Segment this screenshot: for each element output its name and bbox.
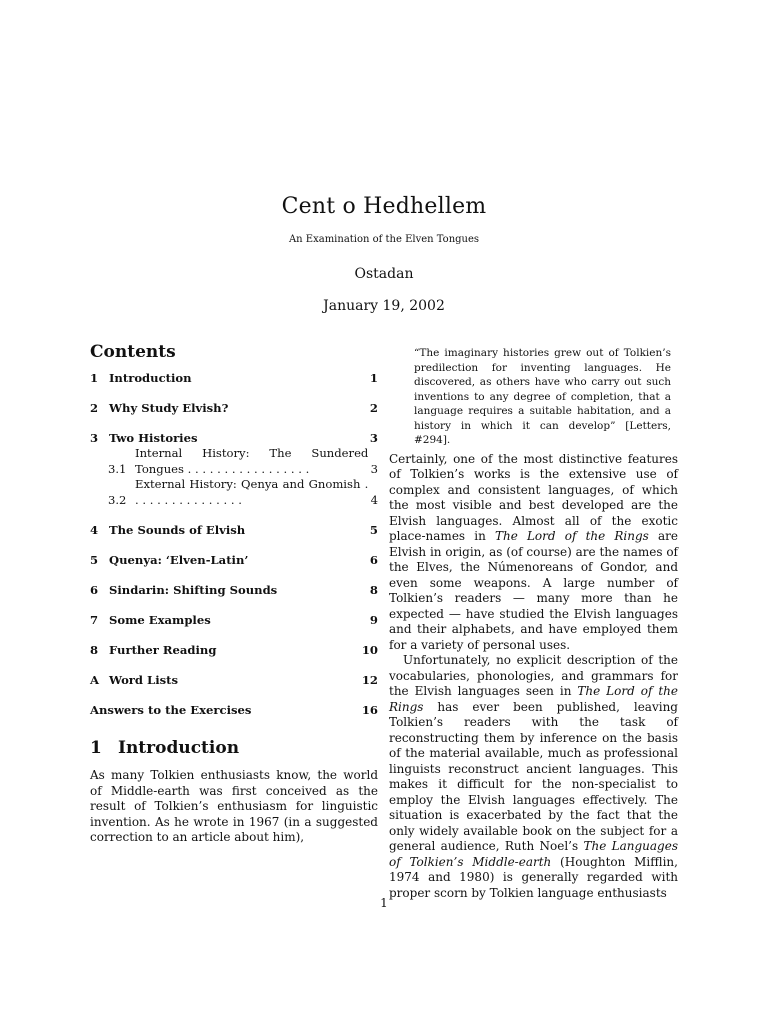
toc-entry: 1 Introduction 1 — [90, 371, 378, 385]
contents-heading: Contents — [90, 342, 176, 362]
section-heading-introduction: 1 Introduction — [90, 738, 240, 758]
right-column — [389, 346, 678, 901]
block-quote: “The imaginary histories grew out of Tolkien’s predilection for inventing languages. He discovered, as others have who carry out such inventions to any degree of completion, that a language requires a suitable habitation, and a history in which it can develop” [Letters, #294]. — [414, 347, 671, 446]
toc-subentry: 3.2 External History: Qenya and Gnomish . . . . . . . . . . . . . . . . 4 — [108, 477, 378, 507]
paragraph: Unfortunately, no explicit description of the vocabularies, phonologies, and grammars for the Elvish languages seen in The Lord of the Rings has ever been published, leaving Tolkien’s readers with the task of reconstructing them by inference on the basis of the material available, much as professional linguists reconstruct ancient languages. This makes it difficult for the non-specialist to employ the Elvish languages effectively. The situation is exacerbated by the fact that the only widely available book on the subject for a general audience, Ruth Noel’s The Languages of Tolkien’s Middle-earth (Houghton Mifflin, 1974 and 1980) is generally regarded with proper scorn by Tolkien language enthusiasts — [389, 653, 679, 900]
document-title: Cent o Hedhellem — [281, 194, 487, 219]
toc-entry: A Word Lists 12 — [90, 673, 378, 687]
toc-entry: 3 Two Histories 3 — [90, 431, 378, 445]
left-column — [90, 342, 378, 846]
toc-entry: 6 Sindarin: Shifting Sounds 8 — [90, 583, 378, 597]
toc-entry: 7 Some Examples 9 — [90, 613, 378, 627]
toc-entry: 4 The Sounds of Elvish 5 — [90, 523, 378, 537]
intro-paragraph: As many Tolkien enthusiasts know, the world of Middle-earth was first conceived as the result of Tolkien’s enthusiasm for linguistic invention. As he wrote in 1967 (in a suggested correction to an article about him), — [90, 768, 378, 844]
toc-subentry: 3.1 Internal History: The Sundered Tongues . . . . . . . . . . . . . . . . . 3 — [108, 446, 378, 476]
toc-entry: 8 Further Reading 10 — [90, 643, 378, 657]
toc-entry: Answers to the Exercises 16 — [90, 703, 378, 717]
paragraph: Certainly, one of the most distinctive features of Tolkien’s works is the extensive use of complex and consistent languages, of which the most visible and best developed are the Elvish languages. Almost all of the exotic place-names in The Lord of the Rings are Elvish in origin, as (of course) are the names of the Elves, the Númenoreans of Gondor, and even some weapons. A large number of Tolkien’s readers — many more than he expected — have studied the Elvish languages and their alphabets, and have employed them for a variety of personal uses. — [389, 451, 678, 652]
document-subtitle: An Examination of the Elven Tongues — [288, 234, 480, 245]
date: January 19, 2002 — [323, 298, 445, 314]
author: Ostadan — [354, 266, 414, 282]
toc-entry: 5 Quenya: ‘Elven-Latin’ 6 — [90, 553, 378, 567]
page-number: 1 — [380, 896, 388, 910]
toc-entry: 2 Why Study Elvish? 2 — [90, 401, 378, 415]
